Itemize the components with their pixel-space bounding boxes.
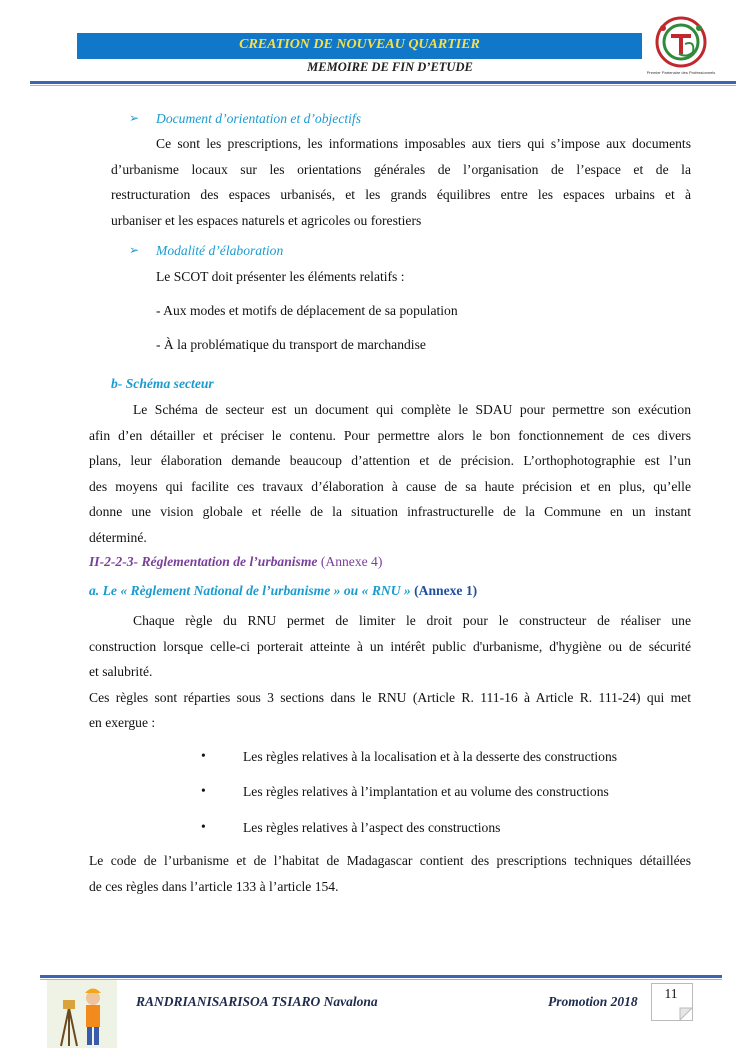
page-number: 11 xyxy=(664,986,678,1001)
header-rule xyxy=(30,81,736,84)
body-line: afin d’en détailler et préciser le contenu. Pour permettre alors le bon fonctionnement de ces divers xyxy=(89,428,691,443)
list-item: Les règles relatives à l’aspect des constructions xyxy=(243,820,501,835)
body-line: en exergue : xyxy=(89,715,156,730)
author-name: RANDRIANISARISOA TSIARO Navalona xyxy=(136,994,378,1009)
item-heading-modalite: Modalité d’élaboration xyxy=(156,243,284,258)
annex-reference: (Annexe 4) xyxy=(317,554,383,569)
body-line: construction lorsque celle-ci porterait atteinte à un intérêt public d'urbanisme, d'hygiène ou de sécurité xyxy=(89,639,691,654)
body-line: donne une vision globale et réelle de la situation infrastructurelle de la Commune en un instant xyxy=(89,504,691,519)
arrow-bullet-icon: ➢ xyxy=(129,111,140,125)
body-line: Le code de l’urbanisme et de l’habitat de Madagascar contient des prescriptions techniques détaillées xyxy=(89,853,691,868)
body-line: de ces règles dans l’article 133 à l’article 154. xyxy=(89,879,339,894)
bullet-dot-icon: • xyxy=(201,748,206,763)
item-heading-orientation: Document d’orientation et d’objectifs xyxy=(156,111,361,126)
footer-rule-thin xyxy=(40,979,722,980)
body-line: Le SCOT doit présenter les éléments relatifs : xyxy=(156,269,405,284)
dash-item: - Aux modes et motifs de déplacement de sa population xyxy=(156,303,458,318)
list-item: Les règles relatives à la localisation et à la desserte des constructions xyxy=(243,749,618,764)
bullet-dot-icon: • xyxy=(201,819,206,834)
section-title: a. Le « Règlement National de l’urbanisme » ou « RNU » xyxy=(89,583,411,598)
body-line: Le Schéma de secteur est un document qui complète le SDAU pour permettre son exécution xyxy=(133,402,691,417)
header-rule-thin xyxy=(30,85,736,86)
list-item: Les règles relatives à l’implantation et au volume des constructions xyxy=(243,784,609,799)
body-line: Chaque règle du RNU permet de limiter le droit pour le constructeur de réaliser une xyxy=(133,613,691,628)
promotion-label: Promotion 2018 xyxy=(548,994,638,1009)
section-heading-rnu xyxy=(89,583,477,599)
logo-caption: Premier Partenaire des Professionnels xyxy=(646,70,716,75)
body-line: d’urbanisme locaux sur les orientations générales de l’organisation de l’espace et de la xyxy=(111,162,691,177)
body-line: plans, leur élaboration demande beaucoup d’attention et de précision. L’orthophotographie est l’un xyxy=(89,453,691,468)
body-line: des moyens qui facilite ces travaux d’élaboration à cause de sa haute précision et en plus, qu’elle xyxy=(89,479,691,494)
arrow-bullet-icon: ➢ xyxy=(129,243,140,257)
footer-rule xyxy=(40,975,722,978)
body-line: déterminé. xyxy=(89,530,147,545)
surveyor-illustration xyxy=(47,980,117,1048)
section-heading-reglementation xyxy=(89,554,382,570)
school-logo xyxy=(641,14,721,80)
body-line: Ces règles sont réparties sous 3 sections dans le RNU (Article R. 111-16 à Article R. 111-24) qui met xyxy=(89,690,691,705)
document-title: CREATION DE NOUVEAU QUARTIER xyxy=(239,37,480,52)
dash-item: - À la problématique du transport de marchandise xyxy=(156,337,426,352)
body-line: Ce sont les prescriptions, les informations imposables aux tiers qui s’impose aux documents xyxy=(156,136,691,151)
section-title: II-2-2-3- Réglementation de l’urbanisme xyxy=(89,554,318,569)
document-subtitle: MEMOIRE DE FIN D’ETUDE xyxy=(307,60,473,74)
body-line: et salubrité. xyxy=(89,664,153,679)
section-heading-schema-secteur: b- Schéma secteur xyxy=(111,376,214,391)
body-line: restructuration des espaces urbanisés, et les grands équilibres entre les espaces urbains et à xyxy=(111,187,691,202)
bullet-dot-icon: • xyxy=(201,783,206,798)
body-line: urbaniser et les espaces naturels et agricoles ou forestiers xyxy=(111,213,422,228)
annex-reference: (Annexe 1) xyxy=(410,583,478,598)
